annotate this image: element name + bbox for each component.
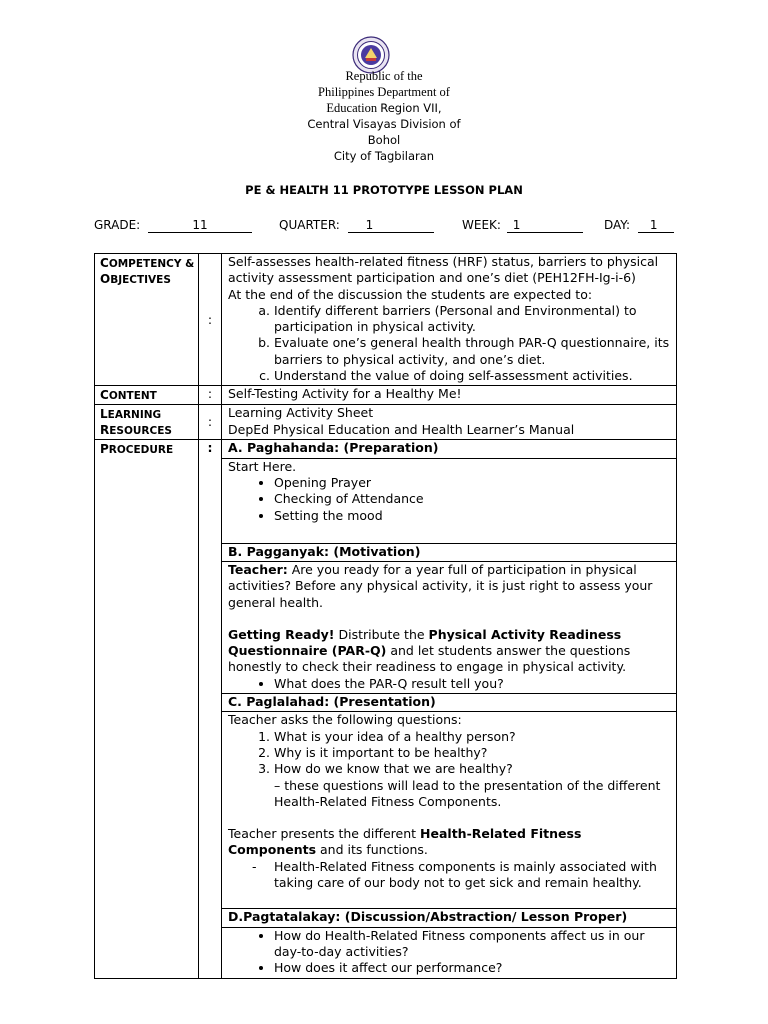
resource-item: Learning Activity Sheet	[228, 405, 374, 421]
quarter-label: QUARTER:	[279, 218, 340, 232]
list-item: • How does it affect our performance?	[274, 960, 673, 976]
section-c-heading: C. Paglalahad: (Presentation)	[222, 694, 677, 712]
section-b-heading: B. Pagganyak: (Motivation)	[222, 543, 677, 561]
document-title: PE & HEALTH 11 PROTOTYPE LESSON PLAN	[245, 183, 523, 197]
list-item: - Health-Related Fitness components is mainly associated with taking care of our body not to get sick and remain healthy.	[274, 859, 673, 892]
resources-cell	[222, 405, 677, 440]
section-c-body	[222, 712, 677, 909]
section-b-getting-ready: Getting Ready! Distribute the Physical Activity Readiness Questionnaire (PAR-Q) and let students answer the questions honestly to check their readiness to engage in physical activity.	[228, 626, 631, 675]
section-c-questions	[228, 729, 673, 778]
section-a-heading: A. Paghahanda: (Preparation)	[222, 440, 677, 458]
competency-row	[95, 254, 677, 386]
objective-item: c. Understand the value of doing self-assessment activities.	[274, 368, 673, 384]
objectives-intro: At the end of the discussion the students are expected to:	[228, 286, 593, 302]
content-label: CONTENT	[95, 386, 199, 405]
resources-label: LEARNING RESOURCES	[95, 405, 199, 440]
colon: :	[199, 440, 222, 978]
competency-label: COMPETENCY & OBJECTIVES	[95, 254, 199, 386]
procedure-label: PROCEDURE	[95, 440, 199, 978]
header-line: Region VII,	[380, 101, 442, 115]
section-c-intro: Teacher asks the following questions:	[228, 712, 462, 728]
section-c-note: – these questions will lead to the presentation of the different Health-Related Fitness Components.	[274, 777, 661, 809]
competency-cell	[222, 254, 677, 386]
header-line: Philippines Department of	[318, 85, 450, 99]
day-value: 1	[638, 219, 674, 233]
content-row	[95, 386, 677, 405]
grade-value: 11	[148, 219, 252, 233]
header-line: Central Visayas Division of	[307, 117, 461, 131]
list-item: • Checking of Attendance	[274, 491, 673, 507]
grade-label: GRADE:	[94, 218, 141, 232]
grade-field	[94, 218, 252, 233]
lesson-plan-table	[94, 253, 677, 979]
header-line: Education	[326, 101, 378, 115]
resources-row	[95, 405, 677, 440]
section-a-intro: Start Here.	[228, 458, 297, 474]
header-line: City of Tagbilaran	[333, 149, 435, 163]
week-label: WEEK:	[462, 218, 501, 232]
list-item: 2. Why is it important to be healthy?	[274, 745, 673, 761]
content-value: Self-Testing Activity for a Healthy Me!	[222, 386, 677, 405]
section-c-presents: Teacher presents the different Health-Related Fitness Components and its functions.	[228, 826, 582, 858]
list-item: • Opening Prayer	[274, 475, 673, 491]
section-d-heading: D.Pagtatalakay: (Discussion/Abstraction/ Lesson Proper)	[222, 909, 677, 927]
week-value: 1	[507, 219, 583, 233]
quarter-value: 1	[348, 219, 434, 233]
day-label: DAY:	[604, 218, 631, 232]
section-c-dash-list	[228, 859, 673, 892]
resource-item: DepEd Physical Education and Health Learner’s Manual	[228, 421, 575, 437]
colon: :	[199, 254, 222, 386]
section-a-list	[228, 475, 673, 524]
header-line: Bohol	[367, 133, 401, 147]
list-item: • What does the PAR-Q result tell you?	[274, 676, 673, 692]
competency-statement: Self-assesses health-related fitness (HRF) status, barriers to physical activity assessment participation and one’s diet (PEH12FH-Ig-i-6)	[228, 254, 659, 286]
section-b-list	[228, 676, 673, 692]
list-item: • Setting the mood	[274, 508, 673, 524]
quarter-field	[279, 218, 434, 233]
objective-item: a. Identify different barriers (Personal and Environmental) to participation in physical activity.	[274, 303, 673, 336]
colon: :	[199, 386, 222, 405]
objectives-list	[228, 303, 673, 384]
list-item: 3. How do we know that we are healthy?	[274, 761, 673, 777]
list-item: 1. What is your idea of a healthy person?	[274, 729, 673, 745]
header-line: Republic of the	[345, 69, 423, 83]
colon: :	[199, 405, 222, 440]
section-d-body	[222, 927, 677, 978]
section-b-teacher: Teacher: Are you ready for a year full of participation in physical activities? Before any physical activity, it is just right to assess your general health.	[228, 561, 653, 610]
section-d-list	[228, 928, 673, 977]
day-field	[604, 218, 674, 233]
section-a-body	[222, 458, 677, 543]
procedure-row-a-head	[95, 440, 677, 458]
objective-item: b. Evaluate one’s general health through PAR-Q questionnaire, its barriers to physical activity, and one’s diet.	[274, 335, 673, 368]
list-item: • How do Health-Related Fitness components affect us in our day-to-day activities?	[274, 928, 673, 961]
week-field	[462, 218, 583, 233]
school-header	[0, 68, 768, 164]
section-b-body	[222, 561, 677, 693]
